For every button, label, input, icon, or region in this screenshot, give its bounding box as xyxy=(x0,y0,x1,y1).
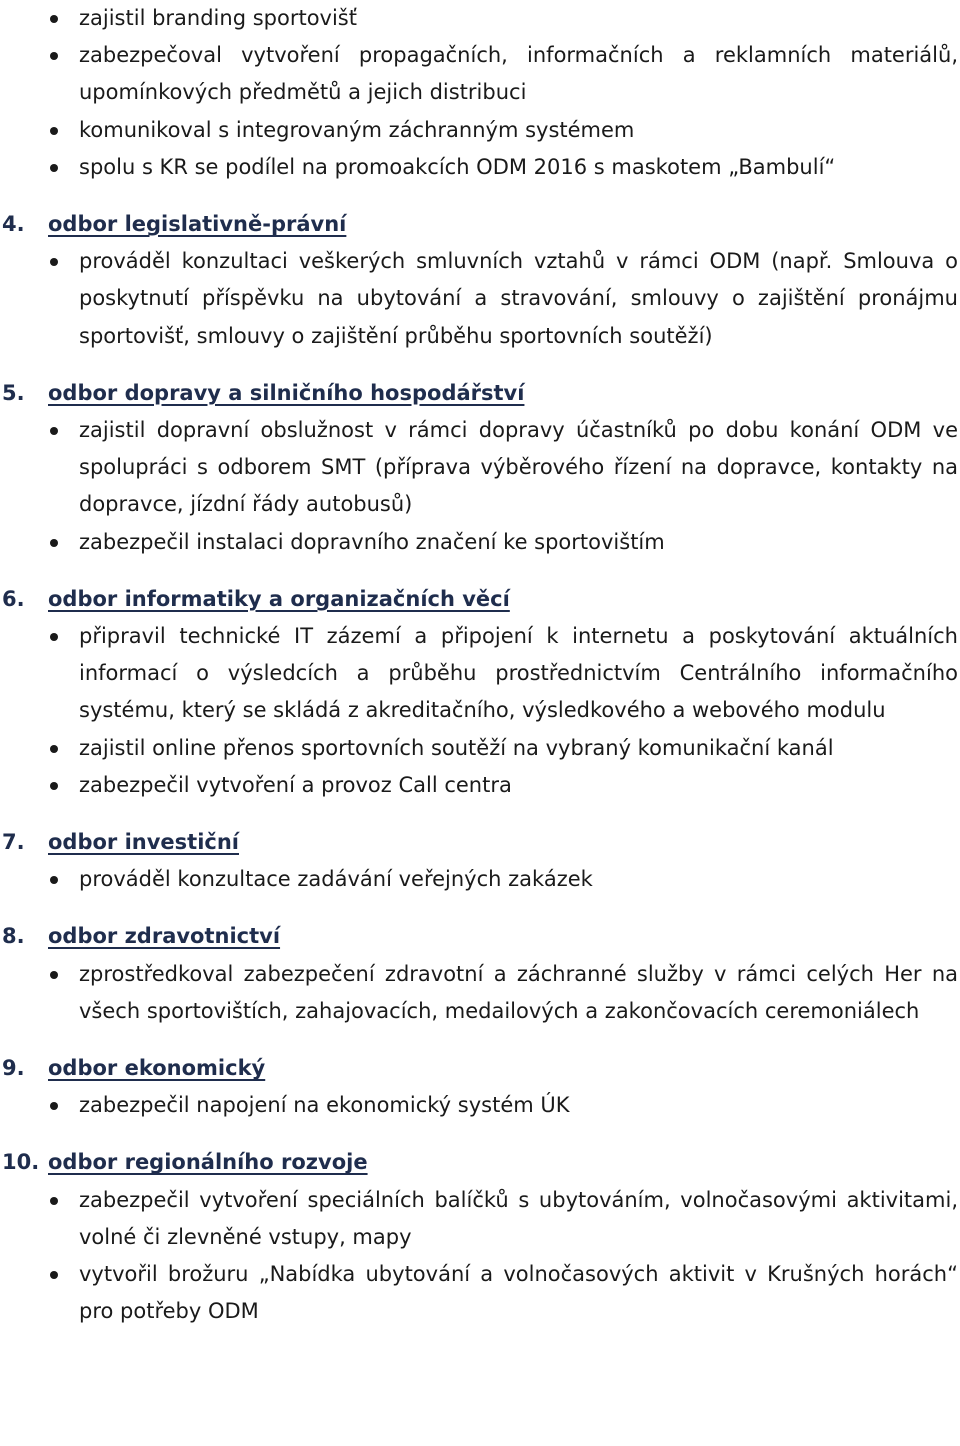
section-number: 10. xyxy=(2,1150,40,1175)
list-item xyxy=(0,956,960,1030)
section-number: 5. xyxy=(2,380,25,405)
list-item-text: připravil technické IT zázemí a připojení k internetu a poskytování aktuálních informací o výsledcích a průběhu prostřednictvím Centrálního informačního systému, který se skládá z akreditačního, výsledkového a webového modulu xyxy=(79,624,958,723)
list-item-text: zabezpečil instalaci dopravního značení ke sportovištím xyxy=(79,529,665,554)
section xyxy=(0,1050,960,1124)
section-heading xyxy=(0,375,960,412)
bullet-dot-icon xyxy=(50,633,58,641)
sections-container xyxy=(0,206,960,1330)
list-item xyxy=(0,1256,960,1330)
list-item-text: zajistil online přenos sportovních soutěží na vybraný komunikační kanál xyxy=(79,735,834,760)
bullet-dot-icon xyxy=(50,1271,58,1279)
bullet-dot-icon xyxy=(50,164,58,172)
section-heading xyxy=(0,918,960,955)
section-title: odbor zdravotnictví xyxy=(48,924,281,949)
list-item xyxy=(0,243,960,355)
list-item-text: zabezpečoval vytvoření propagačních, informačních a reklamních materiálů, upomínkových předmětů a jejich distribuci xyxy=(79,43,958,105)
section xyxy=(0,375,960,561)
section-number: 6. xyxy=(2,586,25,611)
bullet-dot-icon xyxy=(50,52,58,60)
list-item-text: zabezpečil napojení na ekonomický systém ÚK xyxy=(79,1093,570,1118)
bullet-dot-icon xyxy=(50,1197,58,1205)
bullet-dot-icon xyxy=(50,427,58,435)
section-number: 7. xyxy=(2,830,25,855)
section-bullet-list xyxy=(0,1182,960,1331)
list-item-text: zajistil dopravní obslužnost v rámci dopravy účastníků po dobu konání ODM ve spolupráci s odborem SMT (příprava výběrového řízení na dopravce, kontakty na dopravce, jízdní řády autobusů) xyxy=(79,418,958,517)
list-item xyxy=(0,618,960,730)
list-item xyxy=(0,37,960,111)
bullet-dot-icon xyxy=(50,258,58,266)
list-item xyxy=(0,524,960,561)
section-number: 9. xyxy=(2,1056,25,1081)
list-item xyxy=(0,149,960,186)
intro-bullet-list xyxy=(0,0,960,186)
section xyxy=(0,918,960,1030)
section-bullet-list xyxy=(0,243,960,355)
list-item xyxy=(0,1087,960,1124)
section-title: odbor regionálního rozvoje xyxy=(48,1150,368,1175)
list-item-text: zajistil branding sportovišť xyxy=(79,6,357,30)
section-heading xyxy=(0,581,960,618)
list-item-text: vytvořil brožuru „Nabídka ubytování a volnočasových aktivit v Krušných horách“ pro potřeby ODM xyxy=(79,1262,958,1324)
section xyxy=(0,824,960,898)
section-bullet-list xyxy=(0,861,960,898)
section-title: odbor investiční xyxy=(48,830,239,855)
section-title: odbor legislativně-právní xyxy=(48,212,347,237)
bullet-dot-icon xyxy=(50,782,58,790)
bullet-dot-icon xyxy=(50,745,58,753)
section-heading xyxy=(0,1144,960,1181)
section-bullet-list xyxy=(0,1087,960,1124)
section-bullet-list xyxy=(0,412,960,561)
section-title: odbor dopravy a silničního hospodářství xyxy=(48,380,525,405)
list-item-text: komunikoval s integrovaným záchranným systémem xyxy=(79,117,635,142)
section xyxy=(0,581,960,804)
section-bullet-list xyxy=(0,956,960,1030)
section-number: 8. xyxy=(2,924,25,949)
bullet-dot-icon xyxy=(50,539,58,547)
list-item-text: zabezpečil vytvoření a provoz Call centra xyxy=(79,772,512,797)
section-heading xyxy=(0,824,960,861)
section-title: odbor ekonomický xyxy=(48,1056,266,1081)
list-item-text: prováděl konzultace zadávání veřejných zakázek xyxy=(79,867,593,892)
list-item xyxy=(0,1182,960,1256)
section-bullet-list xyxy=(0,618,960,804)
section xyxy=(0,206,960,355)
section-number: 4. xyxy=(2,212,25,237)
bullet-dot-icon xyxy=(50,1102,58,1110)
list-item xyxy=(0,861,960,898)
list-item xyxy=(0,767,960,804)
list-item-text: spolu s KR se podílel na promoakcích ODM 2016 s maskotem „Bambulí“ xyxy=(79,154,836,179)
list-item xyxy=(0,0,960,37)
section-title: odbor informatiky a organizačních věcí xyxy=(48,586,510,611)
list-item xyxy=(0,412,960,524)
section xyxy=(0,1144,960,1330)
list-item xyxy=(0,112,960,149)
list-item-text: zabezpečil vytvoření speciálních balíčků s ubytováním, volnočasovými aktivitami, volné či zlevněné vstupy, mapy xyxy=(79,1187,958,1249)
section-heading xyxy=(0,1050,960,1087)
bullet-dot-icon xyxy=(50,15,58,23)
list-item-text: prováděl konzultaci veškerých smluvních vztahů v rámci ODM (např. Smlouva o poskytnutí příspěvku na ubytování a stravování, smlouvy o zajištění pronájmu sportovišť, smlouvy o zajištění průběhu sportovních soutěží) xyxy=(79,249,958,348)
list-item-text: zprostředkoval zabezpečení zdravotní a záchranné služby v rámci celých Her na všech sportovištích, zahajovacích, medailových a zakončovacích ceremoniálech xyxy=(79,961,958,1023)
bullet-dot-icon xyxy=(50,876,58,884)
bullet-dot-icon xyxy=(50,971,58,979)
bullet-dot-icon xyxy=(50,127,58,135)
section-heading xyxy=(0,206,960,243)
list-item xyxy=(0,730,960,767)
